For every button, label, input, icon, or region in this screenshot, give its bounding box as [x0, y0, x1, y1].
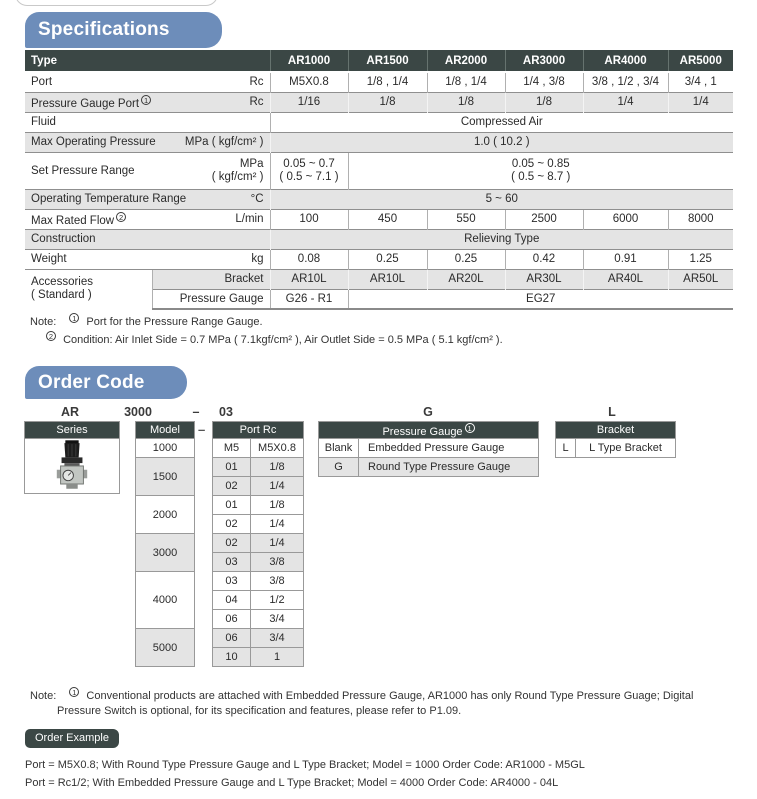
spec-cell: 1/4: [583, 92, 668, 112]
spec-cell: 100: [270, 209, 348, 229]
row-label-max-operating-pressure: Max Operating Pressure MPa ( kgf/cm² ): [25, 132, 270, 152]
bottom-note-line-1: [30, 687, 693, 702]
pressure-gauge-table-header: Pressure Gauge 1: [319, 422, 539, 439]
row-label-construction: Construction: [25, 229, 270, 249]
model-port-dash: –: [198, 422, 206, 437]
bracket-table: [555, 421, 676, 458]
column-header-model: AR5000: [668, 50, 733, 72]
spec-cell: 0.05 ~ 0.7 ( 0.5 ~ 7.1 ): [270, 152, 348, 189]
note-ref-2-icon: 2: [116, 212, 126, 222]
order-code-series: AR: [60, 405, 80, 419]
spec-cell: 1/4: [668, 92, 733, 112]
model-table-header: Model: [136, 422, 195, 439]
bracket-code: L: [556, 439, 576, 458]
port-size: 1/8: [251, 458, 304, 477]
model-option: 5000: [136, 629, 195, 667]
spec-cell: AR10L: [270, 269, 348, 289]
spec-cell: 1/16: [270, 92, 348, 112]
spec-row-max-rated-flow: [25, 209, 733, 229]
order-example-badge: Order Example: [25, 729, 119, 748]
spec-cell-span: 5 ~ 60: [270, 189, 733, 209]
series-table: [24, 421, 120, 494]
spec-row-accessories-bracket: [25, 269, 733, 289]
spec-cell: 0.91: [583, 249, 668, 269]
order-code-banner: [25, 366, 187, 399]
spec-note-line-2: [44, 331, 503, 346]
spec-cell: 2500: [505, 209, 583, 229]
column-header-model: AR1000: [270, 50, 348, 72]
port-size: M5X0.8: [251, 439, 304, 458]
column-header-model: AR1500: [348, 50, 427, 72]
order-code-banner-label: Order Code: [38, 371, 145, 393]
spec-cell: AR50L: [668, 269, 733, 289]
note-ref-1-icon: 1: [141, 95, 151, 105]
port-code: 06: [213, 629, 251, 648]
spec-note-line-1: [30, 313, 263, 328]
port-code: 06: [213, 610, 251, 629]
port-size: 3/8: [251, 572, 304, 591]
order-code-dash: –: [192, 405, 200, 419]
spec-note-2-text: Condition: Air Inlet Side = 0.7 MPa ( 7.1kgf/cm² ), Air Outlet Side = 0.5 MPa ( 5.1 kgf/cm² ).: [63, 334, 503, 346]
row-label-fluid: Fluid: [25, 112, 270, 132]
column-header-model: AR4000: [583, 50, 668, 72]
gauge-code: G: [319, 458, 359, 477]
spec-cell-span: 0.05 ~ 0.85 ( 0.5 ~ 8.7 ): [348, 152, 733, 189]
spec-cell: 1/8 , 1/4: [427, 72, 505, 92]
row-sublabel-pressure-gauge: Pressure Gauge: [152, 289, 270, 309]
spec-cell: 0.42: [505, 249, 583, 269]
port-size: 1/4: [251, 477, 304, 496]
spec-row-set-pressure-range: [25, 152, 733, 189]
spec-cell: 3/4 , 1: [668, 72, 733, 92]
row-label-accessories: Accessories ( Standard ): [25, 269, 152, 309]
port-size: 1/8: [251, 496, 304, 515]
port-code: 01: [213, 458, 251, 477]
spec-cell: 0.08: [270, 249, 348, 269]
spec-cell-span: Compressed Air: [270, 112, 733, 132]
spec-cell: 1/8: [505, 92, 583, 112]
port-table-header: Port Rc: [213, 422, 304, 439]
row-label-weight: Weight kg: [25, 249, 270, 269]
order-code-bracket: L: [608, 405, 616, 419]
model-option: 1500: [136, 458, 195, 496]
port-table: [212, 421, 304, 667]
port-size: 3/4: [251, 629, 304, 648]
note-ref-1-icon: 1: [465, 423, 475, 433]
port-code: 04: [213, 591, 251, 610]
spec-row-fluid: [25, 112, 733, 132]
column-header-type: Type: [25, 50, 270, 72]
spec-cell: 1/8: [348, 92, 427, 112]
note-ref-2-icon: 2: [46, 331, 56, 341]
spec-cell: AR20L: [427, 269, 505, 289]
spec-note-1-text: Port for the Pressure Range Gauge.: [86, 316, 263, 328]
model-option: 3000: [136, 534, 195, 572]
spec-cell: 1/4 , 3/8: [505, 72, 583, 92]
port-size: 3/8: [251, 553, 304, 572]
spec-cell-span: EG27: [348, 289, 733, 309]
spec-cell: 550: [427, 209, 505, 229]
port-code: M5: [213, 439, 251, 458]
model-table: [135, 421, 195, 667]
spec-row-operating-temperature: [25, 189, 733, 209]
spec-cell: 1/8 , 1/4: [348, 72, 427, 92]
spec-row-construction: [25, 229, 733, 249]
row-label-pressure-gauge-port: Pressure Gauge Port 1 Rc: [25, 92, 270, 112]
port-size: 1/2: [251, 591, 304, 610]
spec-cell: 3/8 , 1/2 , 3/4: [583, 72, 668, 92]
port-size: 3/4: [251, 610, 304, 629]
bottom-note-line-2: [57, 705, 461, 717]
row-label-max-rated-flow: Max Rated Flow 2 L/min: [25, 209, 270, 229]
port-code: 01: [213, 496, 251, 515]
port-size: 1/4: [251, 534, 304, 553]
gauge-code: Blank: [319, 439, 359, 458]
specifications-banner: [25, 12, 222, 48]
bracket-desc: L Type Bracket: [576, 439, 676, 458]
specifications-banner-label: Specifications: [38, 19, 170, 40]
port-code: 02: [213, 534, 251, 553]
order-example-line-2: Port = Rc1/2; With Embedded Pressure Gauge and L Type Bracket; Model = 4000 Order Code: AR4000 - 04L: [25, 777, 559, 789]
product-image-cell: [25, 439, 120, 494]
note-ref-1-icon: 1: [69, 313, 79, 323]
spec-row-pressure-gauge-port: [25, 92, 733, 112]
order-code-port: 03: [219, 405, 233, 419]
column-header-model: AR3000: [505, 50, 583, 72]
port-code: 02: [213, 477, 251, 496]
bottom-note-2-text: Pressure Switch is optional, for its specification and features, please refer to P1.09.: [57, 705, 462, 717]
spec-cell: AR10L: [348, 269, 427, 289]
spec-cell: M5X0.8: [270, 72, 348, 92]
row-label-port: Port Rc: [25, 72, 270, 92]
bottom-note-1-text: Conventional products are attached with Embedded Pressure Gauge, AR1000 has only Round Type Pressure Guage; Digital: [86, 690, 694, 702]
spec-cell: AR30L: [505, 269, 583, 289]
gauge-desc: Round Type Pressure Gauge: [359, 458, 539, 477]
model-option: 2000: [136, 496, 195, 534]
row-sublabel-bracket: Bracket: [152, 269, 270, 289]
pressure-gauge-table: [318, 421, 539, 477]
order-code-model: 3000: [124, 405, 152, 419]
port-code: 03: [213, 553, 251, 572]
spec-cell: 0.25: [427, 249, 505, 269]
spec-cell: 8000: [668, 209, 733, 229]
regulator-product-image: [53, 440, 91, 490]
spec-cell-span: 1.0 ( 10.2 ): [270, 132, 733, 152]
bracket-table-header: Bracket: [556, 422, 676, 439]
column-header-model: AR2000: [427, 50, 505, 72]
note-ref-1-icon: 1: [69, 687, 79, 697]
order-code-gauge: G: [423, 405, 433, 419]
port-code: 03: [213, 572, 251, 591]
spec-cell: 6000: [583, 209, 668, 229]
spec-cell: G26 - R1: [270, 289, 348, 309]
spec-cell: 450: [348, 209, 427, 229]
row-label-operating-temperature: Operating Temperature Range °C: [25, 189, 270, 209]
port-code: 10: [213, 648, 251, 667]
spec-cell: 1/8: [427, 92, 505, 112]
row-label-set-pressure-range: Set Pressure Range MPa ( kgf/cm² ): [25, 152, 270, 189]
gauge-desc: Embedded Pressure Gauge: [359, 439, 539, 458]
spec-cell: 1.25: [668, 249, 733, 269]
spec-cell: AR40L: [583, 269, 668, 289]
port-code: 02: [213, 515, 251, 534]
model-option: 1000: [136, 439, 195, 458]
note-label: Note:: [30, 690, 57, 702]
spec-row-weight: [25, 249, 733, 269]
spec-cell: 0.25: [348, 249, 427, 269]
spec-row-port: [25, 72, 733, 92]
port-size: 1: [251, 648, 304, 667]
specifications-table: [25, 50, 733, 310]
model-option: 4000: [136, 572, 195, 629]
port-size: 1/4: [251, 515, 304, 534]
spec-cell-span: Relieving Type: [270, 229, 733, 249]
spec-header-row: [25, 50, 733, 72]
series-table-header: Series: [25, 422, 120, 439]
spec-row-max-operating-pressure: [25, 132, 733, 152]
cropped-banner-edge: [15, 0, 218, 6]
order-example-line-1: Port = M5X0.8; With Round Type Pressure Gauge and L Type Bracket; Model = 1000 Order Code: AR1000 - M5GL: [25, 759, 585, 771]
note-label: Note:: [30, 316, 57, 328]
